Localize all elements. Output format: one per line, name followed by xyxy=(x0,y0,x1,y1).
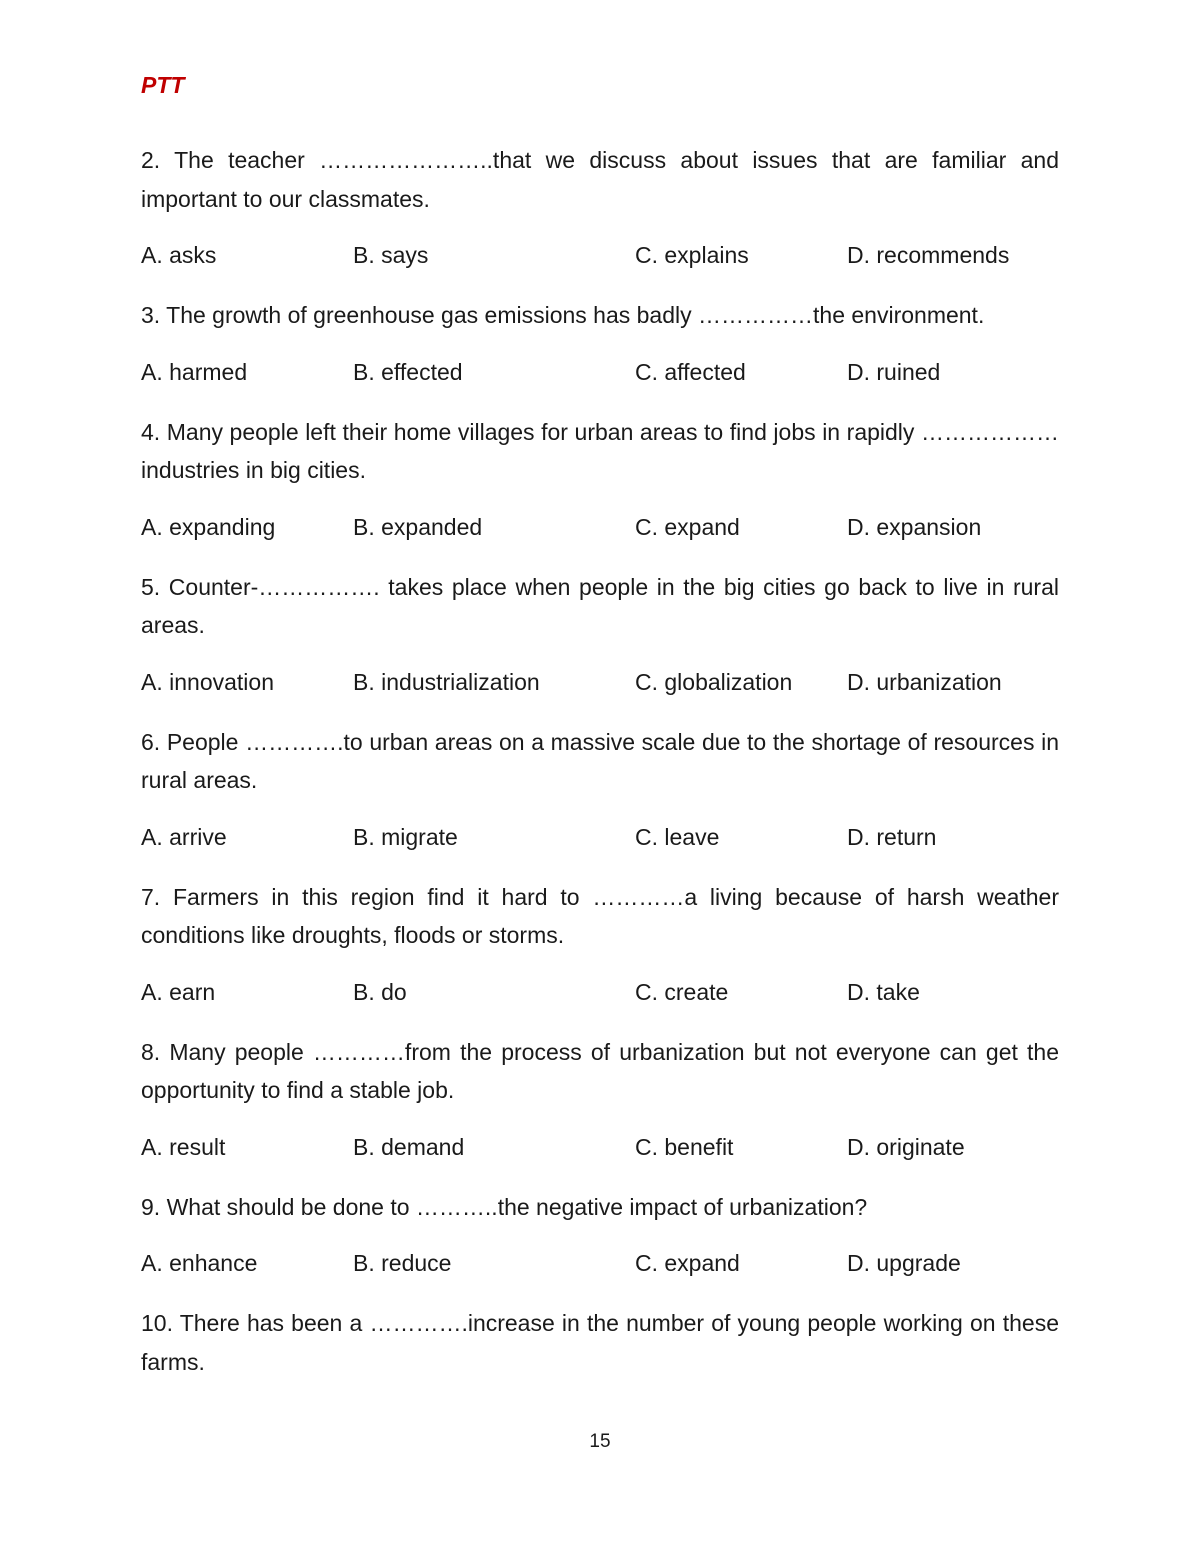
option-d: D. urbanization xyxy=(847,668,1002,695)
option-b: B. effected xyxy=(353,358,463,385)
options-row-2 xyxy=(141,238,1059,272)
option-a: A. enhance xyxy=(141,1250,258,1276)
option-c: C. explains xyxy=(635,242,749,268)
question-3: 3. The growth of greenhouse gas emissions has badly ……………the environment. xyxy=(141,302,985,328)
option-d: D. originate xyxy=(847,1133,965,1160)
option-b: B. do xyxy=(353,978,407,1005)
options-row-6 xyxy=(141,820,1059,854)
document-header-label: PTT xyxy=(141,72,185,98)
option-d: D. recommends xyxy=(847,242,1010,268)
option-a: A. result xyxy=(141,1133,226,1160)
options-row-4 xyxy=(141,510,1059,544)
question-6: 6. People ………….to urban areas on a massive scale due to the shortage of resources in rural areas. xyxy=(141,728,1059,793)
option-c: C. expand xyxy=(635,513,740,540)
option-b: B. expanded xyxy=(353,513,483,540)
option-a: A. arrive xyxy=(141,823,227,850)
options-row-3 xyxy=(141,355,1059,389)
option-a: A. expanding xyxy=(141,513,276,540)
option-a: A. asks xyxy=(141,242,217,268)
option-c: C. benefit xyxy=(635,1133,734,1160)
option-d: D. take xyxy=(847,978,920,1005)
option-b: B. reduce xyxy=(353,1250,452,1276)
option-b: B. demand xyxy=(353,1133,465,1160)
option-d: D. ruined xyxy=(847,358,941,385)
question-8: 8. Many people …………from the process of urbanization but not everyone can get the opportunity to find a stable job. xyxy=(141,1038,1059,1103)
page-number: 15 xyxy=(589,1431,611,1452)
option-d: D. upgrade xyxy=(847,1250,961,1276)
option-c: C. create xyxy=(635,978,729,1005)
option-d: D. return xyxy=(847,823,937,850)
question-10: 10. There has been a ………….increase in the number of young people working on these farms. xyxy=(141,1310,1059,1375)
question-7: 7. Farmers in this region find it hard to …………a living because of harsh weather conditions like droughts, floods or storms. xyxy=(141,883,1059,948)
option-c: C. globalization xyxy=(635,668,793,695)
options-row-9 xyxy=(141,1246,1059,1280)
option-b: B. says xyxy=(353,242,429,268)
option-c: C. leave xyxy=(635,823,720,850)
option-b: B. industrialization xyxy=(353,668,540,695)
question-5: 5. Counter-……………. takes place when people in the big cities go back to live in rural areas. xyxy=(141,573,1059,638)
option-b: B. migrate xyxy=(353,823,458,850)
question-9: 9. What should be done to ………..the negative impact of urbanization? xyxy=(141,1193,868,1220)
question-4: 4. Many people left their home villages for urban areas to find jobs in rapidly ………………industries in big cities. xyxy=(141,418,1059,483)
options-row-5 xyxy=(141,665,1059,699)
option-a: A. harmed xyxy=(141,358,248,385)
option-a: A. innovation xyxy=(141,668,274,695)
option-a: A. earn xyxy=(141,978,216,1005)
question-2: 2. The teacher …………………..that we discuss about issues that are familiar and important to our classmates. xyxy=(141,147,1059,212)
question-list xyxy=(141,141,1059,1401)
option-c: C. affected xyxy=(635,358,746,385)
options-row-8 xyxy=(141,1130,1059,1164)
options-row-7 xyxy=(141,975,1059,1009)
option-d: D. expansion xyxy=(847,513,982,540)
option-c: C. expand xyxy=(635,1250,740,1276)
